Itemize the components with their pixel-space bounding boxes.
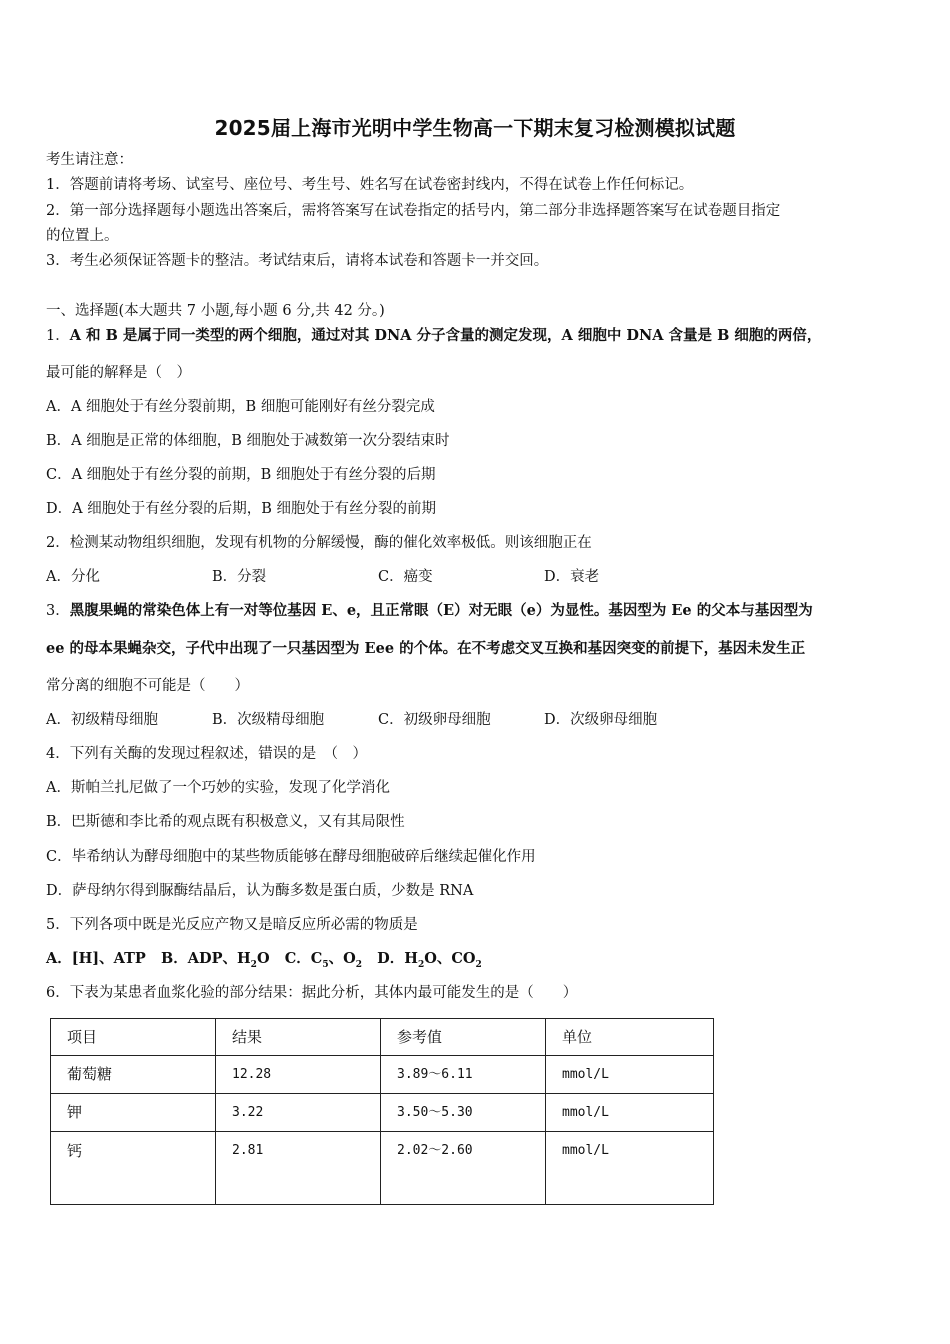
notice-item-3: 3．考生必须保证答题卡的整洁。考试结束后，请将本试卷和答题卡一并交回。 — [46, 253, 549, 269]
cell-item: 钙 — [51, 1132, 216, 1205]
q2-option-c: C．癌变 — [378, 569, 433, 585]
q3-option-d: D．次级卵母细胞 — [544, 712, 658, 728]
q1-option-d: D．A 细胞处于有丝分裂的后期，B 细胞处于有丝分裂的前期 — [46, 501, 436, 517]
notice-item-2-cont: 的位置上。 — [46, 228, 119, 244]
notice-heading: 考生请注意： — [46, 152, 133, 168]
q5-options — [46, 949, 910, 975]
q4-option-a: A．斯帕兰扎尼做了一个巧妙的实验，发现了化学消化 — [46, 780, 390, 796]
cell-unit: mmol/L — [546, 1094, 714, 1132]
q4-option-c: C．毕希纳认为酵母细胞中的某些物质能够在酵母细胞破碎后继续起催化作用 — [46, 849, 536, 865]
cell-reference: 3.50～5.30 — [381, 1094, 546, 1132]
q1-option-c: C．A 细胞处于有丝分裂的前期，B 细胞处于有丝分裂的后期 — [46, 467, 436, 483]
notice-item-2: 2．第一部分选择题每小题选出答案后，需将答案写在试卷指定的括号内，第二部分非选择题答案写在试卷题目指定 — [46, 203, 781, 219]
question-text: 下列各项中既是光反应产物又是暗反应所必需的物质是 — [69, 917, 418, 933]
question-number: 6． — [46, 985, 70, 1001]
question-1-stem — [46, 326, 910, 346]
exam-title: 2025届上海市光明中学生物高一下期末复习检测模拟试题 — [214, 116, 736, 140]
q1-option-a: A．A 细胞处于有丝分裂前期，B 细胞可能刚好有丝分裂完成 — [46, 399, 435, 415]
table-header-row — [51, 1019, 714, 1056]
header-reference: 参考值 — [381, 1019, 546, 1056]
q5-option-b: B．ADP、$H_2O$ — [160, 950, 270, 970]
q1-option-b: B．A 细胞是正常的体细胞，B 细胞处于减数第一次分裂结束时 — [46, 433, 450, 449]
cell-result: 3.22 — [216, 1094, 381, 1132]
cell-item: 葡萄糖 — [51, 1056, 216, 1094]
header-item: 项目 — [51, 1019, 216, 1056]
question-text: 检测某动物组织细胞，发现有机物的分解缓慢，酶的催化效率极低。则该细胞正在 — [69, 535, 592, 551]
question-text: 下列有关酶的发现过程叙述，错误的是 （ ） — [69, 746, 367, 762]
q2-option-d: D．衰老 — [544, 569, 600, 585]
section-heading: 一、选择题(本大题共 7 小题,每小题 6 分,共 42 分。) — [46, 303, 385, 319]
question-text: 下表为某患者血浆化验的部分结果：据此分析，其体内最可能发生的是（ ） — [69, 985, 578, 1001]
q5-option-a: A．[H]、ATP — [46, 950, 146, 967]
q4-option-d: D．萨母纳尔得到脲酶结晶后，认为酶多数是蛋白质，少数是 RNA — [46, 883, 474, 899]
blood-test-table — [50, 1018, 714, 1205]
cell-unit: mmol/L — [546, 1132, 714, 1205]
q2-option-a: A．分化 — [46, 569, 100, 585]
cell-unit: mmol/L — [546, 1056, 714, 1094]
question-number: 1． — [46, 328, 70, 344]
cell-reference: 2.02～2.60 — [381, 1132, 546, 1205]
cell-result: 12.28 — [216, 1056, 381, 1094]
question-1-stem-cont: 最可能的解释是（ ） — [46, 365, 191, 381]
cell-result: 2.81 — [216, 1132, 381, 1205]
notice-item-1: 1．答题前请将考场、试室号、座位号、考生号、姓名写在试卷密封线内，不得在试卷上作任何标记。 — [46, 177, 694, 193]
question-number: 3． — [46, 603, 70, 619]
question-3-stem-end: 常分离的细胞不可能是（ ） — [46, 678, 249, 694]
q3-option-a: A．初级精母细胞 — [46, 712, 158, 728]
q2-option-b: B．分裂 — [212, 569, 267, 585]
q3-option-c: C．初级卵母细胞 — [378, 712, 491, 728]
question-4-stem — [46, 744, 910, 764]
question-3-stem-cont: ee 的母本果蝇杂交，子代中出现了一只基因型为 Eee 的个体。在不考虑交叉互换和基因突变的前提下，基因未发生正 — [46, 640, 806, 657]
header-result: 结果 — [216, 1019, 381, 1056]
q5-option-d: D．$H_2O$、$CO_2$ — [377, 950, 482, 970]
header-unit: 单位 — [546, 1019, 714, 1056]
q2-options — [46, 567, 910, 587]
question-text: A 和 B 是属于同一类型的两个细胞，通过对其 DNA 分子含量的测定发现，A 细胞中 DNA 含量是 B 细胞的两倍， — [69, 327, 822, 344]
table-row — [51, 1056, 714, 1094]
cell-item: 钾 — [51, 1094, 216, 1132]
question-number: 4． — [46, 746, 70, 762]
question-6-stem — [46, 983, 910, 1003]
q3-options — [46, 710, 910, 730]
question-text: 黑腹果蝇的常染色体上有一对等位基因 E、e，且正常眼（E）对无眼（e）为显性。基因型为 Ee 的父本与基因型为 — [69, 602, 813, 619]
table-row — [51, 1094, 714, 1132]
table-row — [51, 1132, 714, 1205]
q5-option-c: C．$C_5$、$O_2$ — [284, 950, 362, 970]
question-number: 5． — [46, 917, 70, 933]
question-2-stem — [46, 533, 910, 553]
cell-reference: 3.89～6.11 — [381, 1056, 546, 1094]
question-number: 2． — [46, 535, 70, 551]
q3-option-b: B．次级精母细胞 — [212, 712, 325, 728]
question-5-stem — [46, 915, 910, 935]
q4-option-b: B．巴斯德和李比希的观点既有积极意义，又有其局限性 — [46, 814, 405, 830]
question-3-stem — [46, 601, 910, 621]
